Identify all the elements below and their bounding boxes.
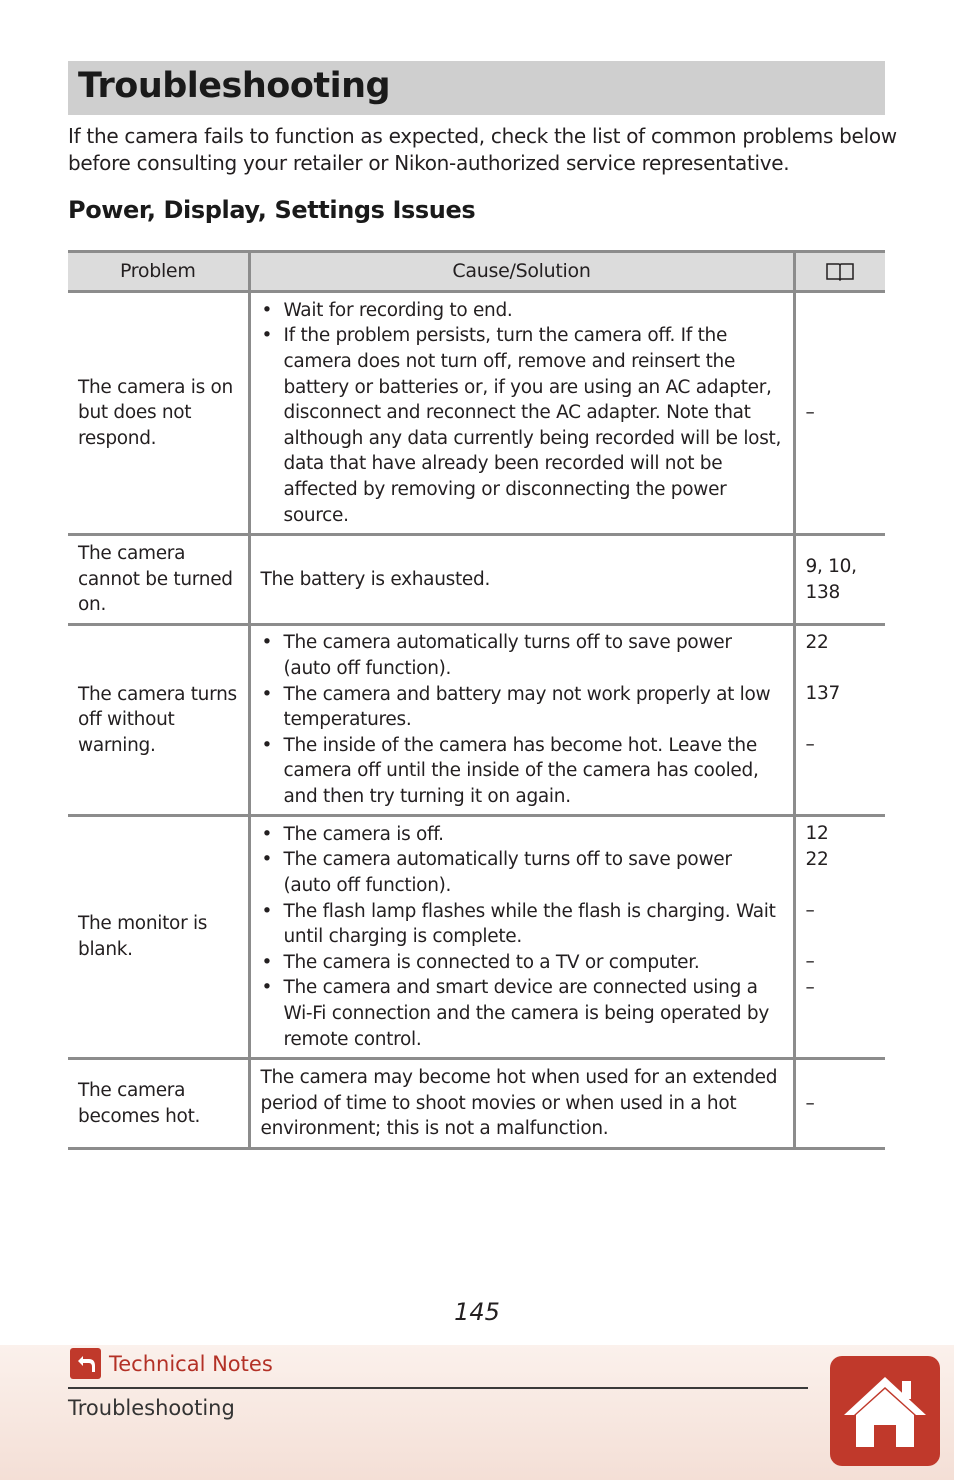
table-header-row [68,252,885,292]
solution-item: • The flash lamp flashes while the flash is charging. Wait until charging is complete. [261,899,783,950]
reference-page: – [805,734,815,756]
troubleshooting-table [68,250,885,1150]
reference-page: 137 [805,683,840,705]
cause-solution-cell [249,535,794,625]
breadcrumb: Troubleshooting [68,1396,235,1420]
intro-paragraph: If the camera fails to function as expected, check the list of common problems below before consulting your retailer or Nikon-authorized service representative. [68,124,897,175]
table-row [68,292,885,535]
reference-page: – [805,976,815,998]
page-number: 145 [454,1298,500,1326]
solution-item: • The camera is connected to a TV or computer. [261,950,783,976]
solution-item: • The camera automatically turns off to save power (auto off function). [261,630,783,681]
problem-cell: The camera cannot be turned on. [68,535,249,625]
solution-item: • The camera is off. [261,822,783,848]
header-problem: Problem [68,252,249,292]
section-title: Power, Display, Settings Issues [68,196,476,224]
reference-page: – [805,1092,815,1114]
reference-cell [794,292,885,535]
table-row [68,816,885,1059]
table-row [68,535,885,625]
solution-item: • The camera and battery may not work properly at low temperatures. [261,682,783,733]
page-title: Troubleshooting [78,66,391,106]
solution-item: • Wait for recording to end. [261,298,783,324]
header-cause-solution: Cause/Solution [249,252,794,292]
reference-spacer [806,923,876,949]
solution-text: The battery is exhausted. [260,568,491,590]
reference-page: 22 [805,632,829,653]
book-reference-icon [825,261,855,281]
reference-page: 9, 10, 138 [805,555,857,603]
technical-notes-label: Technical Notes [109,1351,273,1376]
problem-cell: The camera turns off without warning. [68,625,249,816]
reference-cell [794,816,885,1059]
home-button[interactable] [830,1356,940,1466]
solution-item: • The camera and smart device are connected using a Wi-Fi connection and the camera is being operated by remote control. [261,975,783,1052]
header-reference [794,252,885,292]
reference-cell [794,625,885,816]
solution-list [261,298,783,528]
table-row [68,1059,885,1149]
reference-page: – [805,899,815,921]
cause-solution-cell [249,292,794,535]
reference-spacer [806,656,876,682]
solution-item: • The camera automatically turns off to save power (auto off function). [261,847,783,898]
reference-spacer [806,872,876,898]
problem-cell: The camera becomes hot. [68,1059,249,1149]
solution-text: The camera may become hot when used for an extended period of time to shoot movies or when used in a hot environment; this is not a malfunction. [260,1067,778,1140]
reference-page: – [805,950,815,972]
problem-cell: The monitor is blank. [68,816,249,1059]
problem-cell: The camera is on but does not respond. [68,292,249,535]
reference-cell [794,1059,885,1149]
cause-solution-cell [249,625,794,816]
reference-spacer [806,707,876,733]
cause-solution-cell [249,1059,794,1149]
back-arrow-icon [70,1348,101,1379]
reference-cell [794,535,885,625]
home-icon [840,1371,930,1451]
reference-page: 12 [805,823,829,844]
reference-page: 22 [805,848,829,870]
reference-page: – [805,402,815,424]
cause-solution-cell [249,816,794,1059]
technical-notes-link[interactable] [70,1348,273,1379]
footer-divider [68,1387,808,1389]
table-row [68,625,885,816]
title-bar [68,61,885,115]
solution-list [261,822,783,1052]
solution-item: • If the problem persists, turn the camera off. If the camera does not turn off, remove and reinsert the battery or batteries or, if you are using an AC adapter, disconnect and reconnect the AC adapter. Note that although any data currently being recorded will be lost, data that have already been recorded will not be affected by removing or disconnecting the power source. [261,323,783,528]
solution-list [261,630,783,809]
solution-item: • The inside of the camera has become hot. Leave the camera off until the inside of the camera has cooled, and then try turning it on again. [261,733,783,810]
